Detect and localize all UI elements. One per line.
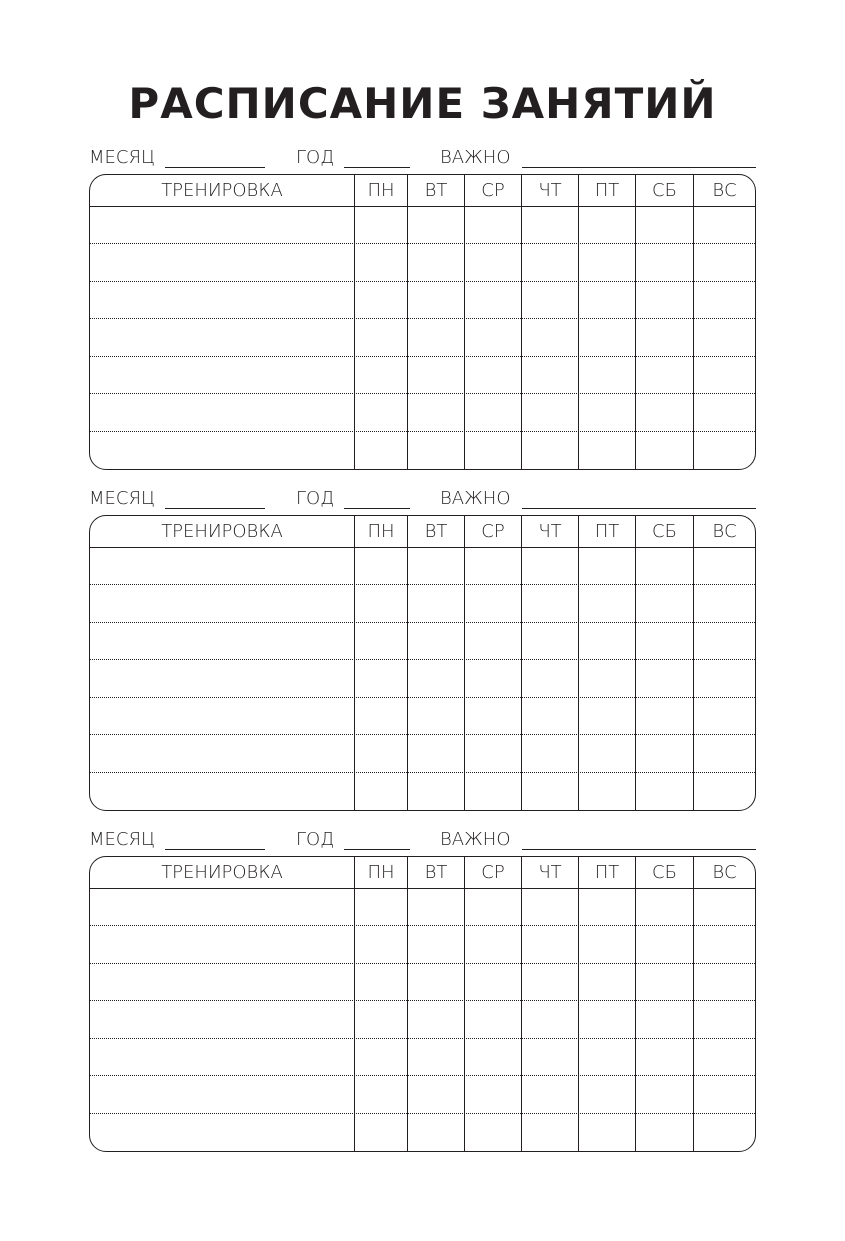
schedule-table <box>89 174 756 470</box>
year-label: ГОД <box>296 488 335 509</box>
meta-row <box>89 485 756 515</box>
important-label: ВАЖНО <box>440 488 511 509</box>
schedule-table <box>89 515 756 811</box>
month-label: МЕСЯЦ <box>89 147 155 168</box>
row-divider <box>90 1000 755 1001</box>
column-divider <box>635 175 636 469</box>
header-mon: ПН <box>367 521 395 542</box>
header-tue: ВТ <box>424 862 448 883</box>
header-thu: ЧТ <box>538 180 562 201</box>
header-sun: ВС <box>712 862 737 883</box>
row-divider <box>90 622 755 623</box>
column-divider <box>464 857 465 1151</box>
header-training: ТРЕНИРОВКА <box>161 862 283 883</box>
header-sat: СБ <box>652 180 677 201</box>
header-fri: ПТ <box>594 521 620 542</box>
column-divider <box>521 857 522 1151</box>
column-divider <box>464 175 465 469</box>
schedule-table <box>89 856 756 1152</box>
header-mon: ПН <box>367 180 395 201</box>
row-divider <box>90 1075 755 1076</box>
row-divider <box>90 393 755 394</box>
meta-row <box>89 144 756 174</box>
column-divider <box>693 516 694 810</box>
column-divider <box>464 516 465 810</box>
header-sat: СБ <box>652 521 677 542</box>
row-divider <box>90 356 755 357</box>
column-divider <box>578 175 579 469</box>
header-mon: ПН <box>367 862 395 883</box>
important-field[interactable] <box>522 508 756 509</box>
year-field[interactable] <box>344 849 410 850</box>
header-training: ТРЕНИРОВКА <box>161 521 283 542</box>
column-divider <box>354 516 355 810</box>
month-field[interactable] <box>165 508 265 509</box>
header-thu: ЧТ <box>538 862 562 883</box>
year-field[interactable] <box>344 508 410 509</box>
page-title: РАСПИСАНИЕ ЗАНЯТИЙ <box>128 79 717 128</box>
important-label: ВАЖНО <box>440 147 511 168</box>
table-header <box>90 857 755 889</box>
row-divider <box>90 281 755 282</box>
column-divider <box>521 516 522 810</box>
row-divider <box>90 584 755 585</box>
row-divider <box>90 963 755 964</box>
row-divider <box>90 772 755 773</box>
column-divider <box>521 175 522 469</box>
column-divider <box>407 175 408 469</box>
year-field[interactable] <box>344 167 410 168</box>
header-wed: СР <box>481 521 505 542</box>
column-divider <box>578 857 579 1151</box>
header-sun: ВС <box>712 180 737 201</box>
year-label: ГОД <box>296 829 335 850</box>
table-header <box>90 516 755 548</box>
row-divider <box>90 243 755 244</box>
row-divider <box>90 659 755 660</box>
table-header <box>90 175 755 207</box>
header-thu: ЧТ <box>538 521 562 542</box>
row-divider <box>90 318 755 319</box>
column-divider <box>578 516 579 810</box>
month-label: МЕСЯЦ <box>89 829 155 850</box>
header-sun: ВС <box>712 521 737 542</box>
schedule-section-3 <box>89 826 756 1152</box>
header-sat: СБ <box>652 862 677 883</box>
month-label: МЕСЯЦ <box>89 488 155 509</box>
row-divider <box>90 1113 755 1114</box>
important-label: ВАЖНО <box>440 829 511 850</box>
column-divider <box>635 516 636 810</box>
column-divider <box>693 857 694 1151</box>
meta-row <box>89 826 756 856</box>
row-divider <box>90 1038 755 1039</box>
column-divider <box>407 516 408 810</box>
header-fri: ПТ <box>594 180 620 201</box>
schedule-section-1 <box>89 144 756 470</box>
header-wed: СР <box>481 180 505 201</box>
row-divider <box>90 697 755 698</box>
row-divider <box>90 925 755 926</box>
column-divider <box>354 175 355 469</box>
header-tue: ВТ <box>424 180 448 201</box>
schedule-section-2 <box>89 485 756 811</box>
header-fri: ПТ <box>594 862 620 883</box>
header-tue: ВТ <box>424 521 448 542</box>
month-field[interactable] <box>165 167 265 168</box>
column-divider <box>635 857 636 1151</box>
row-divider <box>90 431 755 432</box>
column-divider <box>354 857 355 1151</box>
header-training: ТРЕНИРОВКА <box>161 180 283 201</box>
important-field[interactable] <box>522 167 756 168</box>
column-divider <box>693 175 694 469</box>
column-divider <box>407 857 408 1151</box>
month-field[interactable] <box>165 849 265 850</box>
header-wed: СР <box>481 862 505 883</box>
important-field[interactable] <box>522 849 756 850</box>
row-divider <box>90 734 755 735</box>
year-label: ГОД <box>296 147 335 168</box>
